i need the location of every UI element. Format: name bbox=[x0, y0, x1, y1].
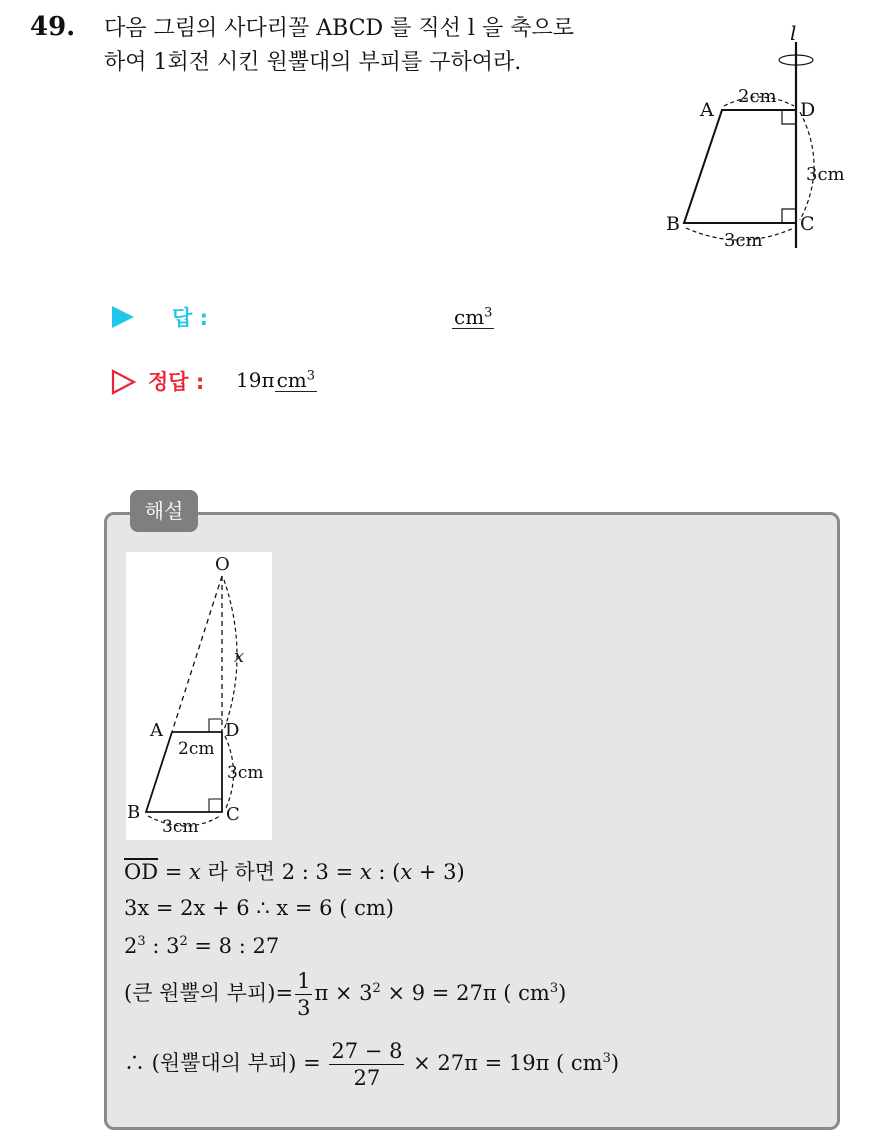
fraction-19-over-27: $\frac{27 - 8}{27}$ bbox=[331, 1039, 403, 1090]
answer-unit: $cm^3$ bbox=[454, 305, 493, 329]
correct-value: 19π $cm^3$ bbox=[236, 368, 316, 392]
answer-label: 답 : bbox=[172, 306, 208, 330]
trapezoid-abcd bbox=[684, 110, 796, 223]
top-length-label: 2cm bbox=[738, 86, 777, 107]
height-length-label: 3cm bbox=[806, 164, 845, 185]
question-text bbox=[104, 12, 574, 80]
solution-tag: 해설 bbox=[130, 490, 198, 532]
sol-point-d: D bbox=[225, 720, 240, 741]
question-number: 49. bbox=[30, 12, 76, 42]
outline-arrow-icon bbox=[110, 368, 138, 396]
solution-line-3: $2^3$ : $3^2 = 8$ : 27 bbox=[124, 934, 280, 958]
solution-line-2: 3x = 2x + 6 ∴ x = 6 ( cm) bbox=[124, 896, 394, 920]
right-angle-mark-d bbox=[782, 110, 796, 124]
play-arrow-icon bbox=[110, 304, 136, 330]
sol-x-label: x bbox=[234, 646, 245, 667]
axis-label: l bbox=[790, 21, 797, 45]
point-c: C bbox=[800, 213, 815, 235]
solution-line-5: ∴ (원뿔대의 부피) = $\frac{27 - 8}{27}$ × 27π = 19π ( $cm^3$) bbox=[124, 1039, 620, 1090]
question-line-2: 하여 1회전 시킨 원뿔대의 부피를 구하여라. bbox=[104, 50, 522, 75]
sol-point-a: A bbox=[150, 720, 163, 741]
solution-line-4: (큰 원뿔의 부피)= $\frac{1}{3}$ $\pi \times 3^2 \times 9 = 27\pi$ ( $cm^3$) bbox=[124, 969, 567, 1020]
sol-point-b: B bbox=[127, 802, 141, 823]
sol-point-o: O bbox=[215, 554, 230, 575]
question-line-1: 다음 그림의 사다리꼴 ABCD 를 직선 l 을 축으로 bbox=[104, 16, 574, 41]
sol-point-c: C bbox=[226, 804, 240, 825]
point-d: D bbox=[800, 99, 816, 121]
point-a: A bbox=[700, 99, 714, 121]
solution-figure bbox=[126, 552, 272, 840]
point-b: B bbox=[666, 213, 680, 235]
answer-input[interactable] bbox=[230, 300, 448, 330]
right-angle-mark-c bbox=[782, 209, 796, 223]
sol-bottom-length: 3cm bbox=[162, 817, 199, 837]
fraction-one-third: $\frac{1}{3}$ bbox=[297, 969, 311, 1020]
trapezoid-figure bbox=[660, 20, 870, 260]
bottom-length-label: 3cm bbox=[724, 230, 763, 251]
sol-top-length: 2cm bbox=[178, 739, 215, 759]
solution-line-1: $\overline{OD} = x$ 라 하면 2 : 3 = x : (x + 3) bbox=[124, 860, 465, 884]
sol-height-length: 3cm bbox=[227, 763, 264, 783]
correct-label: 정답 : bbox=[148, 370, 205, 394]
solution-figure-bg bbox=[126, 552, 272, 840]
